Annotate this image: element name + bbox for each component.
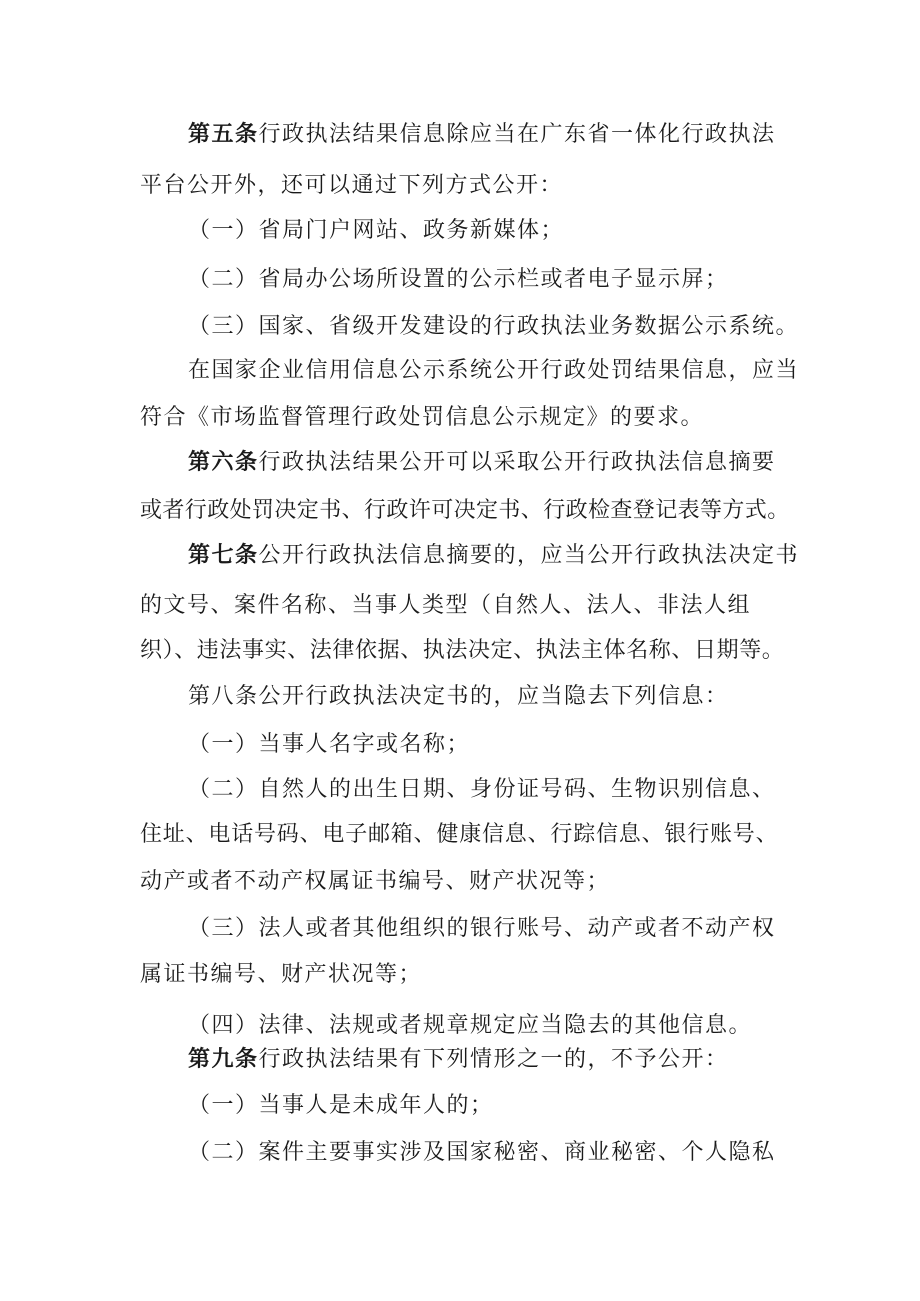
article9-heading: 第九条 (188, 1047, 259, 1072)
article9-line1 (188, 1045, 729, 1075)
article9-item1: （一）当事人是未成年人的； (188, 1093, 494, 1118)
article5-line2: 平台公开外，还可以通过下列方式公开： (140, 173, 564, 198)
article8-item4: （四）法律、法规或者规章规定应当隐去的其他信息。 (188, 1013, 753, 1038)
article5-para2-line1: 在国家企业信用信息公示系统公开行政处罚结果信息，应当 (188, 358, 800, 383)
article6-line2: 或者行政处罚决定书、行政许可决定书、行政检查登记表等方式。 (140, 498, 790, 523)
article5-item2: （二）省局办公场所设置的公示栏或者电子显示屏； (188, 267, 729, 292)
article7-line1-text: 公开行政执法信息摘要的，应当公开行政执法决定书 (258, 543, 800, 568)
article8-item2-line3: 动产或者不动产权属证书编号、财产状况等； (140, 869, 611, 894)
article5-line1 (188, 120, 776, 150)
article9-item2-line1: （二）案件主要事实涉及国家秘密、商业秘密、个人隐私 (188, 1140, 776, 1165)
article6-line1-text: 行政执法结果公开可以采取公开行政执法信息摘要 (258, 450, 776, 475)
article6-line1 (188, 448, 776, 478)
article7-heading: 第七条 (188, 543, 259, 568)
article8-item2-line1: （二）自然人的出生日期、身份证号码、生物识别信息、 (188, 777, 776, 802)
article7-line2: 的文号、案件名称、当事人类型（自然人、法人、非法人组 (140, 593, 752, 618)
article8-line1: 第八条公开行政执法决定书的，应当隐去下列信息： (188, 684, 729, 709)
article8-item1: （一）当事人名字或名称； (188, 732, 471, 757)
article9-line1-text: 行政执法结果有下列情形之一的，不予公开： (258, 1047, 729, 1072)
article8-item3-line1: （三）法人或者其他组织的银行账号、动产或者不动产权 (188, 916, 776, 941)
article8-item2-line2: 住址、电话号码、电子邮箱、健康信息、行踪信息、银行账号、 (140, 822, 779, 847)
article7-line3: 织）、违法事实、法律依据、执法决定、执法主体名称、日期等。 (140, 638, 785, 663)
article5-heading: 第五条 (188, 122, 259, 147)
article5-item1: （一）省局门户网站、政务新媒体； (188, 218, 565, 243)
article5-line1-text: 行政执法结果信息除应当在广东省一体化行政执法 (258, 122, 776, 147)
article6-heading: 第六条 (188, 450, 259, 475)
article7-line1 (188, 541, 799, 571)
article5-item3: （三）国家、省级开发建设的行政执法业务数据公示系统。 (188, 314, 800, 339)
article8-item3-line2: 属证书编号、财产状况等； (140, 962, 423, 987)
article5-para2-line2: 符合《市场监督管理行政处罚信息公示规定》的要求。 (140, 405, 705, 430)
